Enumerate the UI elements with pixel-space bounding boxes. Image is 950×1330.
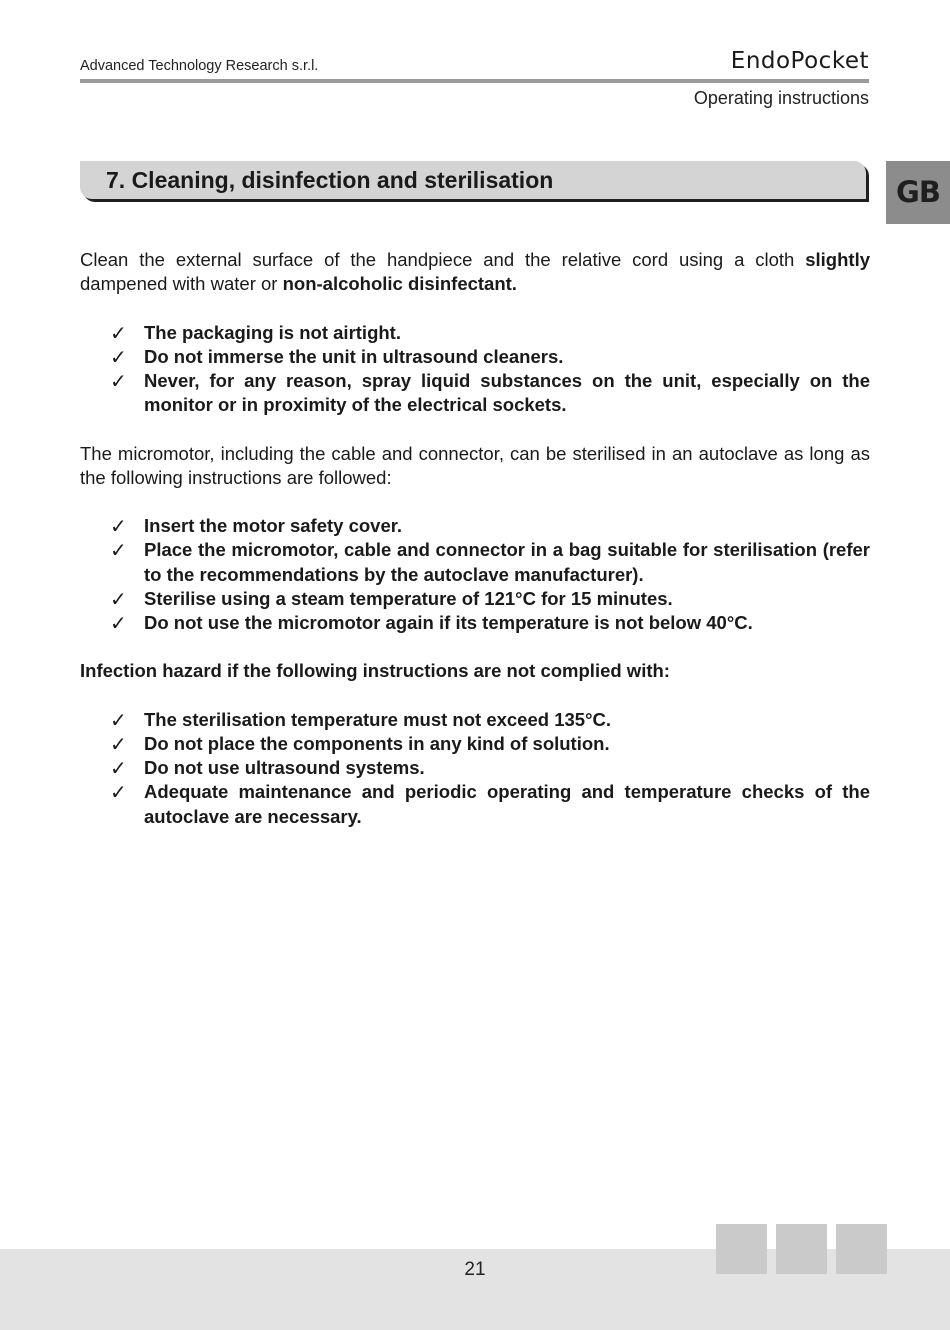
list-item-text: Do not immerse the unit in ultrasound cleaners. [144,345,564,367]
intro-text-2: dampened with water or [80,273,283,295]
page-number: 21 [464,1259,486,1280]
list-item [80,708,870,732]
list-item-text: Insert the motor safety cover. [144,515,403,537]
spacer [80,684,870,708]
section-heading: 7. Cleaning, disinfection and sterilisation [80,161,866,199]
list-item [80,611,870,635]
header-divider [80,79,869,83]
check-mark-icon: ✓ [110,707,127,732]
spacer [80,296,870,320]
list-item [80,369,870,417]
list-item-text: Sterilise using a steam temperature of 121°C for 15 minutes. [144,587,673,609]
check-mark-icon: ✓ [110,731,127,756]
brand-logo: EndoPocket [730,48,869,74]
list-item-text: The packaging is not airtight. [144,321,401,343]
check-mark-icon: ✓ [110,538,127,563]
list-item-text: Adequate maintenance and periodic operating and temperature checks of the autoclave are necessary. [144,781,870,827]
spacer [80,490,870,514]
list-item [80,756,870,780]
list-item-text: The sterilisation temperature must not exceed 135°C. [144,708,611,730]
autoclave-paragraph: The micromotor, including the cable and connector, can be sterilised in an autoclave as long as the following instructions are followed: [80,442,870,488]
list-item-text: Do not use the micromotor again if its temperature is not below 40°C. [144,612,753,633]
intro-bold-1: slightly [805,249,870,270]
list-item [80,587,870,611]
list-item-text: Do not place the components in any kind of solution. [144,732,610,754]
infection-hazard-heading: Infection hazard if the following instructions are not complied with: [80,660,670,682]
list-item-text: Place the micromotor, cable and connector in a bag suitable for sterilisation (refer to the recommendations by the autoclave manufacturer). [144,539,870,585]
intro-paragraph [80,248,870,296]
sterilisation-steps-list [80,514,870,635]
list-item-text: Never, for any reason, spray liquid substances on the unit, especially on the monitor or in proximity of the electrical sockets. [144,370,870,416]
list-item [80,321,870,345]
check-mark-icon: ✓ [110,320,127,345]
list-item [80,514,870,538]
check-mark-icon: ✓ [110,780,127,805]
intro-text-1: Clean the external surface of the handpiece and the relative cord using a cloth [80,249,806,270]
infection-hazard-list [80,708,870,829]
spacer [80,417,870,441]
check-mark-icon: ✓ [110,611,127,635]
list-item [80,732,870,756]
check-mark-icon: ✓ [110,344,127,369]
document-subtitle: Operating instructions [693,88,869,108]
intro-bold-2: non-alcoholic disinfectant. [282,273,517,295]
list-item-text: Do not use ultrasound systems. [144,757,425,779]
language-tab: GB [886,161,950,224]
check-mark-icon: ✓ [110,514,127,539]
list-item [80,538,870,586]
check-mark-icon: ✓ [110,756,127,781]
company-name: Advanced Technology Research s.r.l. [80,58,319,74]
list-item [80,345,870,369]
check-mark-icon: ✓ [110,586,127,611]
main-content [80,248,870,829]
spacer [80,635,870,659]
check-mark-icon: ✓ [110,369,127,393]
list-item [80,780,870,828]
packaging-warnings-list [80,321,870,418]
